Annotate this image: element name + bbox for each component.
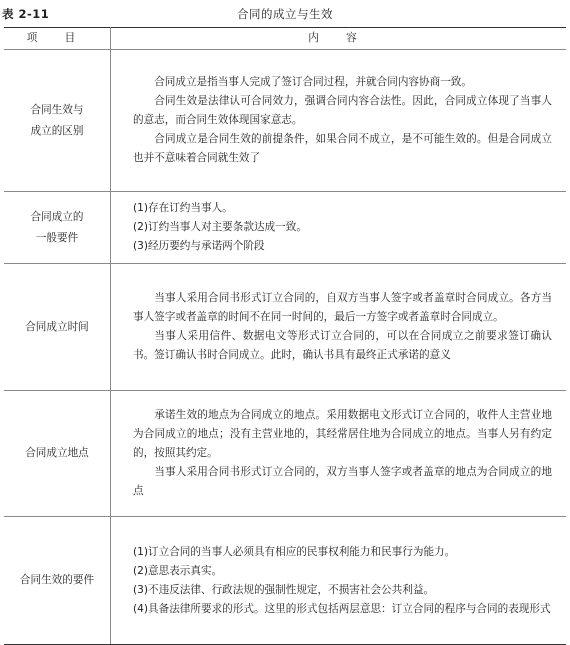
- content-list-item: (1)存在订约当事人。: [133, 202, 233, 214]
- row-item-cell: [4, 517, 111, 645]
- content-paragraph: 合同成立是合同生效的前提条件，如果合同不成立，是不可能生效的。但是合同成立也并不意味着合同就生效了: [133, 133, 552, 164]
- table-caption: [2, 6, 568, 24]
- row-item-cell: [4, 391, 111, 517]
- table-row: [4, 517, 566, 645]
- content-list-item: (3)不违反法律、行政法规的强制性规定，不损害社会公共利益。: [133, 583, 435, 596]
- table-row: [4, 264, 566, 391]
- row-item-line: 合同成立的: [30, 210, 84, 223]
- row-item-cell: [4, 50, 111, 192]
- content-paragraph: 承诺生效的地点为合同成立的地点。采用数据电文形式订立合同的，收件人主营业地为合同成立的地点；没有主营业地的，其经常居住地为合同成立的地点。当事人另有约定的，按照其约定。: [133, 409, 552, 459]
- table-title: 合同的成立与生效: [237, 7, 333, 21]
- content-paragraph: 当事人采用信件、数据电文等形式订立合同的，可以在合同成立之前要求签订确认书。签订确认书时合同成立。此时，确认书具有最终正式承诺的意义: [133, 330, 552, 361]
- row-content-cell: [111, 517, 567, 645]
- row-item-line: 一般要件: [35, 231, 79, 244]
- content-paragraph: 当事人采用合同书形式订立合同的，双方当事人签字或者盖章的地点为合同成立的地点: [133, 466, 552, 497]
- content-paragraph: 合同生效是法律认可合同效力，强调合同内容合法性。因此，合同成立体现了当事人的意志，而合同生效体现国家意志。: [133, 95, 552, 126]
- header-item: 项 目: [4, 28, 111, 50]
- row-item-line: 合同成立时间: [25, 320, 89, 333]
- row-item-line: 合同生效的要件: [19, 574, 95, 586]
- row-item-cell: [4, 264, 111, 391]
- table-header-row: [4, 28, 566, 50]
- table-row: [4, 50, 566, 192]
- content-list-item: (4)具备法律所要求的形式。这里的形式包括两层意思：订立合同的程序与合同的表现形式: [133, 602, 551, 615]
- row-item-line: 合同生效与: [30, 103, 84, 116]
- table-number: 表 2-11: [2, 7, 50, 21]
- content-list-item: (2)订约当事人对主要条款达成一致。: [133, 221, 307, 233]
- content-paragraph: 当事人采用合同书形式订立合同的，自双方当事人签字或者盖章时合同成立。各方当事人签字或者盖章的时间不在同一时间的，最后一方签字或者盖章时合同成立。: [133, 292, 552, 323]
- content-paragraph: 合同成立是指当事人完成了签订合同过程，并就合同内容协商一致。: [154, 76, 472, 88]
- row-content-cell: [111, 264, 567, 391]
- row-content-cell: [111, 391, 567, 517]
- table-row: [4, 391, 566, 517]
- row-content-cell: [111, 192, 567, 264]
- content-list-item: (3)经历要约与承诺两个阶段: [133, 240, 265, 252]
- content-list-item: (1)订立合同的当事人必须具有相应的民事权利能力和民事行为能力。: [133, 545, 456, 558]
- contract-table: [4, 27, 566, 645]
- row-item-cell: [4, 192, 111, 264]
- content-list-item: (2)意思表示真实。: [133, 564, 223, 577]
- header-content: 内 容: [111, 28, 567, 50]
- row-content-cell: [111, 50, 567, 192]
- table-row: [4, 192, 566, 264]
- row-item-line: 成立的区别: [30, 124, 84, 137]
- row-item-line: 合同成立地点: [25, 447, 89, 459]
